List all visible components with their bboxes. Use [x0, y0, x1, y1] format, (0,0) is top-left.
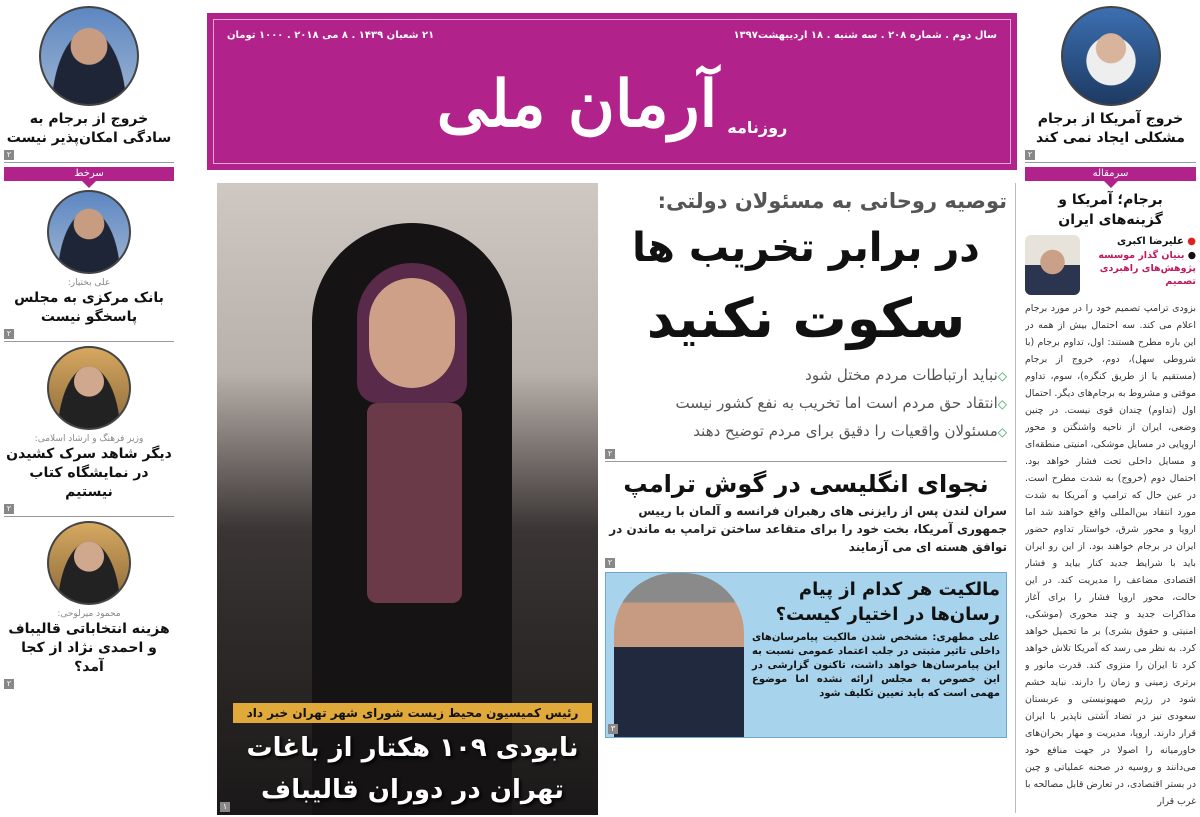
- left-column: [4, 6, 174, 816]
- page-number: ۲: [605, 449, 615, 459]
- section-header-editorial: سرمقاله: [1025, 167, 1196, 181]
- lead-bullet: ◇مسئولان واقعیات را دقیق برای مردم توضیح دهند: [693, 422, 1007, 440]
- lead-headline-1: در برابر تخریب ها: [632, 225, 980, 271]
- main-photo-headline-1: نابودی ۱۰۹ هکتار از باغات: [246, 733, 579, 763]
- page-number: ۲: [4, 679, 14, 689]
- center-column: [605, 185, 1007, 815]
- story3-body: علی مطهری: مشخص شدن مالکیت پیامرسان‌های داخلی تاثیر مثبتی در جلب اعتماد عمومی نسبت به این پیامرسان‌ها خواهد داشت، تاکنون گزارشی در این خصوص به مجلس ارائه نشده اما موضوع مهمی است که باید تعیین تکلیف شود: [752, 632, 1000, 699]
- divider: [4, 341, 174, 342]
- diamond-bullet-icon: ◇: [997, 369, 1007, 383]
- story2-headline: نجوای انگلیسی در گوش ترامپ: [623, 470, 989, 498]
- story3-headline: مالکیت هر کدام از پیام رسان‌ها در اختیار کیست؟: [775, 579, 1000, 625]
- lead-bullets: [605, 363, 1007, 447]
- scarf-drape: [367, 403, 462, 603]
- left-headline: بانک مرکزی به مجلس پاسخگو نیست: [14, 290, 164, 325]
- diamond-bullet-icon: ◇: [997, 397, 1007, 411]
- page-number: ۲: [605, 558, 615, 568]
- page-number: ۲: [4, 504, 14, 514]
- portrait-photo: [39, 6, 139, 106]
- section-header-sarkhat: سرخط: [4, 167, 174, 181]
- diamond-bullet-icon: ◇: [997, 425, 1007, 439]
- bullet-dot-icon: ●: [1184, 250, 1196, 261]
- editorial-title: برجام؛ آمریکا و گزینه‌های ایران: [1058, 192, 1163, 228]
- author-photo: [1025, 235, 1080, 295]
- left-headline: هزینه انتخاباتی قالیباف و احمدی نژاد از کجا آمد؟: [8, 621, 170, 675]
- top-left-headline: خروج از برجام به سادگی امکان‌پذیر نیست: [6, 111, 172, 146]
- page-number: ۲: [4, 150, 14, 160]
- newspaper-logo: آرمان ملی: [436, 67, 718, 142]
- divider: [1025, 162, 1196, 163]
- lead-bullet: ◇انتقاد حق مردم است اما تخریب به نفع کشور نیست: [675, 394, 1007, 412]
- story3-photo: [610, 573, 744, 737]
- portrait-photo: [1061, 6, 1161, 106]
- divider: [605, 461, 1007, 462]
- left-headline: دیگر شاهد سرک کشیدن در نمایشگاه کتاب نیستیم: [6, 446, 172, 500]
- portrait-photo: [47, 521, 131, 605]
- lead-kicker: توصیه روحانی به مسئولان دولتی:: [657, 189, 1007, 213]
- portrait-photo: [47, 346, 131, 430]
- main-photo-headline-2: تهران در دوران قالیباف: [261, 775, 564, 805]
- bullet-dot-icon: ●: [1183, 236, 1196, 247]
- main-photo-kicker: رئیس کمیسیون محیط زیست شورای شهر تهران خبر داد: [233, 703, 592, 723]
- editorial-body: بزودی ترامپ تصمیم خود را در مورد برجام اعلام می کند. سه احتمال بیش از همه در این باره مطرح هستند: اول، تداوم برجام (با شروطی سهل)، دوم، خروج از برجام (مستقیم یا از طریق کنگره)، سوم، تداوم موقتی و مشروط به برجام‌های دیگر. احتمال اول (تداوم) چندان قوی نیست. در چنین وضعی، ایران از ناحیه واشنگتن و محور اروپایی در مسایل موشکی، امنیتی منطقه‌ای و مسایل داخلی تحت فشار خواهد بود. احتمال دوم (خروج) به شدت مطرح است. در عین حال که ترامپ و آمریکا به شدت مورد انتقاد بین‌المللی واقع خواهند شد اما اروپا و محور شرق، خواستار تداوم حضور ایران در برجام خواهند بود. از این رو ایران باید با شرایط جدید کنار بیاید و فشار اقتصادی مضاعف را مدیریت کند. در این حالت، محور اروپا فشار را برای آغاز مذاکرات جدید و چند محوری (موشکی، امنیتی و حقوق بشری) بر ما تحمیل خواهد کرد. به نظر می رسد که آمریکا تلاش خواهد کرد تا ایران را منزوی کند. قدرت مانور و برتری زمینی و زمان را دارند. نباید خشم شود در رژیم صهیونیستی و عربستان سعودی نیز در تضاد آشتی ناپذیر با ایران قرار دارند. اروپا، مدیریت و مهار بحران‌های خاورمیانه را اصولا در جهت منافع خود می‌دانند و روسیه در صحنه عملیاتی و چین در بستر اقتصادی، در تعارض قابل مصالحه با غرب قرار: [1025, 303, 1196, 807]
- face-shape: [369, 278, 455, 388]
- logo-prefix: روزنامه: [727, 118, 788, 137]
- lead-headline-2: سکوت نکنید: [646, 287, 966, 350]
- top-right-headline: خروج آمریکا از برجام مشکلی ایجاد نمی کند: [1036, 111, 1185, 146]
- right-column: [1025, 6, 1196, 814]
- editorial-author-role: ● بنیان گذار موسسه پژوهش‌های راهبردی تصمیم: [1098, 250, 1196, 287]
- page-number: ۳: [608, 724, 618, 734]
- page-number: ۱: [220, 802, 230, 812]
- issue-info: سال دوم . شماره ۲۰۸ . سه شنبه . ۱۸ اردیبهشت۱۳۹۷: [733, 30, 997, 41]
- lead-bullet: ◇نباید ارتباطات مردم مختل شود: [805, 366, 1007, 384]
- page-number: ۲: [4, 329, 14, 339]
- logo-row: [337, 55, 887, 155]
- portrait-photo: [47, 190, 131, 274]
- divider: [4, 162, 174, 163]
- editorial-byline: [1025, 235, 1196, 295]
- masthead: [207, 13, 1017, 170]
- date-price: ۲۱ شعبان ۱۴۳۹ . ۸ می ۲۰۱۸ . ۱۰۰۰ تومان: [227, 30, 435, 41]
- divider: [4, 516, 174, 517]
- main-photo-caption: [233, 703, 592, 811]
- editorial-author: ● علیرضا اکبری: [1116, 236, 1196, 247]
- story3-box: [605, 572, 1007, 738]
- speaker-label: وزیر فرهنگ و ارشاد اسلامی:: [34, 434, 144, 444]
- page-number: ۲: [1025, 150, 1035, 160]
- main-photo: [217, 183, 598, 815]
- speaker-label: علی بختیار:: [67, 278, 111, 288]
- speaker-label: محمود میرلوحی:: [57, 609, 121, 619]
- column-divider: [1015, 183, 1016, 813]
- story2-lede: سران لندن پس از رایزنی های رهبران فرانسه و آلمان با رییس جمهوری آمریکا، بخت خود را برای متقاعد ساختن ترامپ به ماندن در توافق هسته ای می آزمایند: [609, 504, 1007, 554]
